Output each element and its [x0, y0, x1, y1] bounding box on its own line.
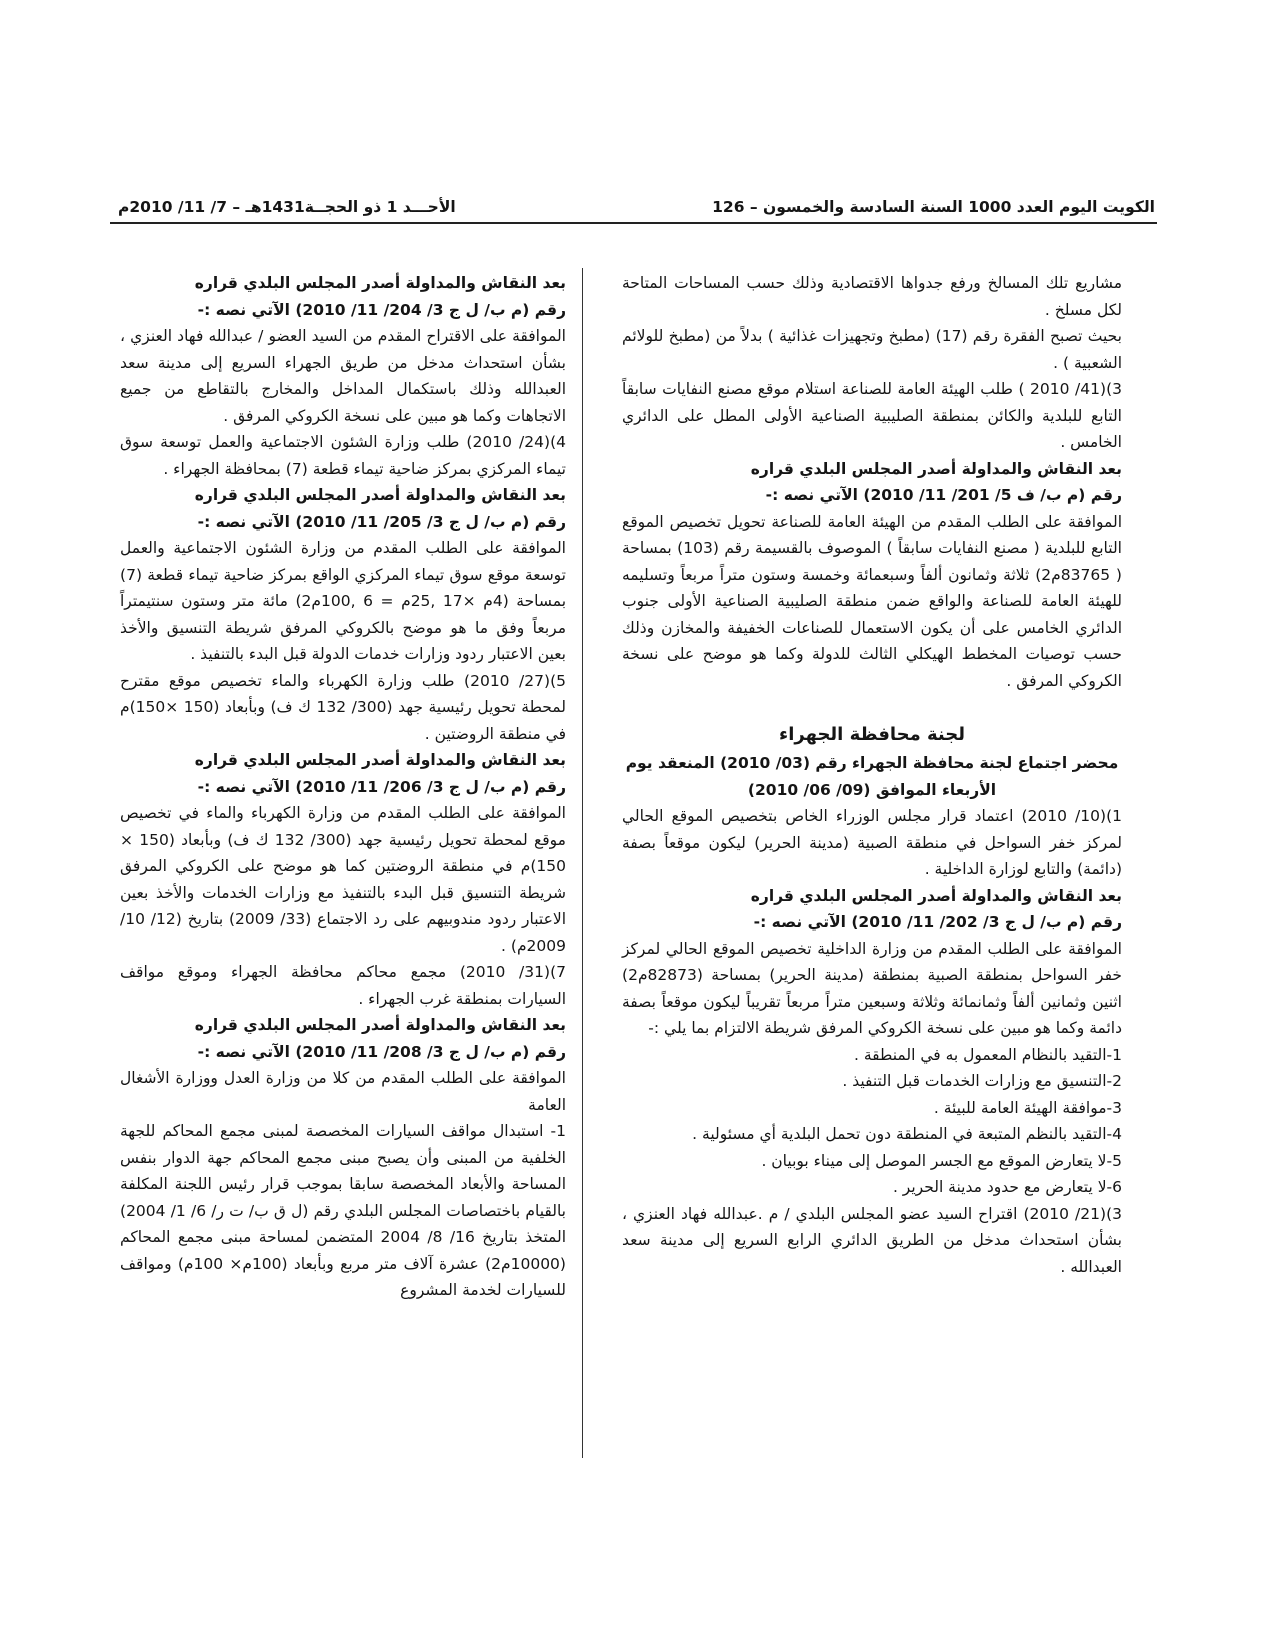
left-column	[120, 270, 566, 1304]
decision-heading: بعد النقاش والمداولة أصدر المجلس البلدي قراره	[194, 751, 566, 769]
decision-text: الموافقة على الطلب المقدم من الهيئة العامة للصناعة تحويل تخصيص الموقع التابع للبلدية ( مصنع النفايات سابقاً ) الموصوف بالقسيمة رقم (103) بمساحة ( 83765م2) ثلاثة وثمانون ألفاً وسبعمائة وخمسة وستون متراً مربعاً وتسليمه للهيئة العامة للصناعة والواقع ضمن منطقة الصليبية الصناعية الأولى جنوب الدائري الخامس على أن يكون الاستعمال للصناعات الخفيفة والمخازن وذلك حسب توصيات المخطط الهيكلي الثالث للدولة وكما هو موضح على نسخة الكروكي المرفق .	[622, 512, 1122, 690]
decision-text: الموافقة على الطلب المقدم من وزارة الكهرباء والماء في تخصيص موقع لمحطة تحويل رئيسية جهد (300/ 132 ك ف) وبأبعاد (150 × 150)م في منطقة الروضتين كما هو موضح على الكروكي المرفق شريطة التنسيق قبل البدء بالتنفيذ مع وزارات الخدمات والأخذ بعين الاعتبار ردود مندوبيهم على رد الاجتماع (33/ 2009) بتاريخ (12/ 10/ 2009م) .	[120, 804, 566, 955]
page-header-issue: الكويت اليوم العدد 1000 السنة السادسة والخمسون – 126	[712, 198, 1155, 216]
decision-heading: بعد النقاش والمداولة أصدر المجلس البلدي قراره	[194, 274, 566, 292]
list-item: 3-موافقة الهيئة العامة للبيئة .	[933, 1098, 1122, 1117]
decision-number: رقم (م ب/ ل ج 3/ 204/ 11/ 2010) الآتي نصه :-	[197, 300, 566, 319]
header-divider	[110, 222, 1157, 224]
page-header-date: الأحـــد 1 ذو الحجــة1431هـ – 7/ 11/ 2010م	[118, 198, 456, 216]
spacer	[622, 694, 1122, 720]
decision-text: الموافقة على الطلب المقدم من كلا من وزارة العدل ووزارة الأشغال العامة	[120, 1069, 566, 1114]
minutes-title: محضر اجتماع لجنة محافظة الجهراء رقم (03/ 2010) المنعقد يوم الأربعاء الموافق (09/ 06/ 2010)	[625, 754, 1119, 799]
column-divider	[582, 268, 583, 1458]
list-item: 4-التقيد بالنظم المتبعة في المنطقة دون تحمل البلدية أي مسئولية .	[692, 1125, 1122, 1143]
list-item: 1- استبدال مواقف السيارات المخصصة لمبنى مجمع المحاكم للجهة الخلفية من المبنى وأن يصبح مبنى مجمع المحاكم جهة الدوار بنفس المساحة والأبعاد المخصصة سابقا بموجب قرار رئيس اللجنة المكلفة بالقيام باختصاصات المجلس البلدي رقم (ل ق ب/ ت ر/ 6/ 1/ 2004) المتخذ بتاريخ 16/ 8/ 2004 المتضمن لمساحة مبنى مجمع المحاكم (10000م2) عشرة آلاف متر مربع وبأبعاد (100م× 100م) ومواقف للسيارات لخدمة المشروع	[120, 1122, 567, 1299]
decision-text: الموافقة على الطلب المقدم من وزارة الشئون الاجتماعية والعمل توسعة موقع سوق تيماء المركزي الواقع بمركز ضاحية تيماء قطعة (7) بمساحة (4م ×17 ,25م = 6 ,100م2) مائة متر وستون سنتيمتراً مربعاً وفق ما هو موضح بالكروكي المرفق شريطة التنسيق والأخذ بعين الاعتبار ردود وزارات خدمات الدولة قبل البدء بالتنفيذ .	[120, 539, 567, 663]
decision-heading: بعد النقاش والمداولة أصدر المجلس البلدي قراره	[194, 1016, 566, 1034]
decision-heading: بعد النقاش والمداولة أصدر المجلس البلدي قراره	[750, 886, 1122, 905]
agenda-item: 5)(27/ 2010) طلب وزارة الكهرباء والماء تخصيص موقع مقترح لمحطة تحويل رئيسية جهد (300/ 132 ك ف) وبأبعاد (150 ×150)م في منطقة الروضتين .	[120, 671, 567, 743]
agenda-item: 3)(21/ 2010) اقتراح السيد عضو المجلس البلدي / م .عبدالله فهاد العنزي ، بشأن استحداث مدخل من الطريق الدائري الرابع السريع إلى مدينة سعد العبدالله .	[622, 1204, 1122, 1276]
decision-number: رقم (م ب/ ل ج 3/ 205/ 11/ 2010) الآتي نصه :-	[197, 512, 566, 531]
agenda-item: 3)(41/ 2010 ) طلب الهيئة العامة للصناعة استلام موقع مصنع النفايات سابقاً التابع للبلدية والكائن بمنطقة الصليبية الصناعية الأولى المطل على الدائري الخامس .	[622, 380, 1122, 451]
paragraph: بحيث تصبح الفقرة رقم (17) (مطبخ وتجهيزات غذائية ) بدلاً من (مطبخ للولائم الشعبية ) .	[622, 327, 1122, 372]
list-item: 1-التقيد بالنظام المعمول به في المنطقة .	[854, 1045, 1122, 1064]
decision-number: رقم (م ب/ ف 5/ 201/ 11/ 2010) الآتي نصه :-	[765, 486, 1122, 504]
decision-text: الموافقة على الاقتراح المقدم من السيد العضو / عبدالله فهاد العنزي ، بشأن استحداث مدخل من طريق الجهراء السريع إلى مدينة سعد العبدالله وذلك باستكمال المداخل والمخارج بالتقاطع من جميع الاتجاهات وكما هو مبين على نسخة الكروكي المرفق .	[120, 327, 566, 425]
decision-number: رقم (م ب/ ل ج 3/ 206/ 11/ 2010) الآتي نصه :-	[197, 777, 566, 796]
decision-number: رقم (م ب/ ل ج 3/ 208/ 11/ 2010) الآتي نصه :-	[197, 1042, 566, 1061]
agenda-item: 7)(31/ 2010) مجمع محاكم محافظة الجهراء وموقع مواقف السيارات بمنطقة غرب الجهراء .	[120, 963, 566, 1008]
list-item: 2-التنسيق مع وزارات الخدمات قبل التنفيذ .	[842, 1072, 1122, 1090]
agenda-item: 1)(10/ 2010) اعتماد قرار مجلس الوزراء الخاص بتخصيص الموقع الحالي لمركز خفر السواحل في منطقة الصبية (مدينة الحرير) ليكون موقعاً بصفة (دائمة) والتابع لوزارة الداخلية .	[622, 807, 1122, 878]
section-title: لجنة محافظة الجهراء	[779, 724, 965, 745]
decision-number: رقم (م ب/ ل ج 3/ 202/ 11/ 2010) الآتي نصه :-	[753, 913, 1122, 931]
right-column	[622, 270, 1122, 1280]
decision-heading: بعد النقاش والمداولة أصدر المجلس البلدي قراره	[194, 486, 566, 504]
decision-heading: بعد النقاش والمداولة أصدر المجلس البلدي قراره	[750, 459, 1122, 478]
agenda-item: 4)(24/ 2010) طلب وزارة الشئون الاجتماعية والعمل توسعة سوق تيماء المركزي بمركز ضاحية تيماء قطعة (7) بمحافظة الجهراء .	[120, 433, 566, 478]
decision-text: الموافقة على الطلب المقدم من وزارة الداخلية تخصيص الموقع الحالي لمركز خفر السواحل بمنطقة الصبية بمنطقة (مدينة الحرير) بمساحة (82873م2) اثنين وثمانين ألفاً وثمانمائة وثلاثة وسبعين متراً مربعاً تقريباً ليكون موقعاً بصفة دائمة وكما هو مبين على نسخة الكروكي المرفق شريطة الالتزام بما يلي :-	[622, 939, 1122, 1037]
list-item: 6-لا يتعارض مع حدود مدينة الحرير .	[892, 1178, 1122, 1196]
list-item: 5-لا يتعارض الموقع مع الجسر الموصل إلى ميناء بوبيان .	[761, 1151, 1122, 1170]
paragraph: مشاريع تلك المسالخ ورفع جدواها الاقتصادية وذلك حسب المساحات المتاحة لكل مسلخ .	[622, 274, 1122, 319]
